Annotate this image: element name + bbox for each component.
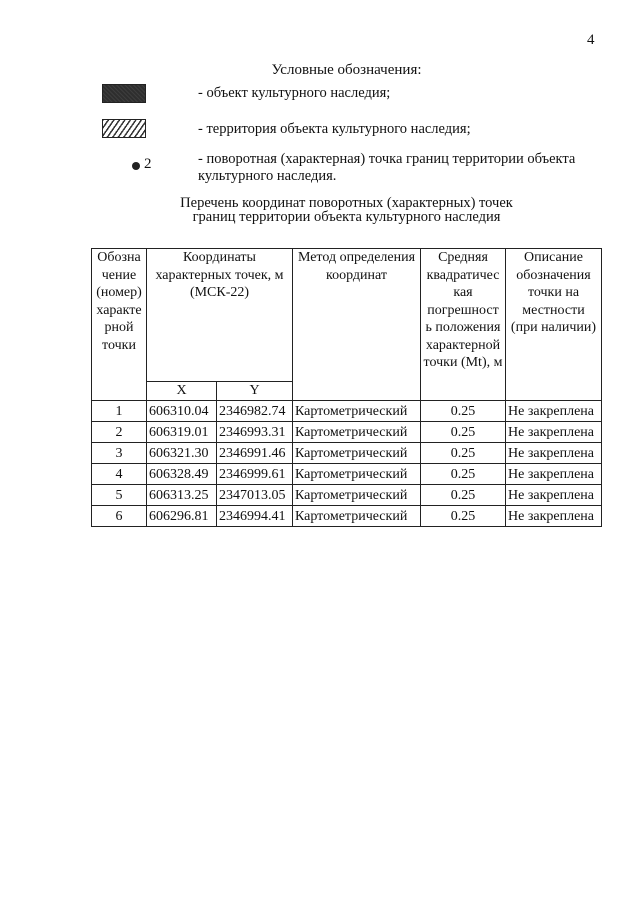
cell-point-number: 4 [92,464,147,485]
table-row [92,401,602,422]
legend-item-territory: - территория объекта культурного наследия; [198,121,471,137]
cell-method: Картометрический [293,506,421,527]
cell-description: Не закреплена [506,422,602,443]
cell-y: 2347013.05 [217,485,293,506]
table-row [92,422,602,443]
cell-point-number: 3 [92,443,147,464]
cell-y: 2346999.61 [217,464,293,485]
cell-y: 2346994.41 [217,506,293,527]
cell-y: 2346982.74 [217,401,293,422]
turning-point-dot-icon [132,162,140,170]
cultural-heritage-object-swatch [102,84,146,103]
cell-point-number: 2 [92,422,147,443]
legend-item-turning-point: - поворотная (характерная) точка границ территории объекта культурного наследия. [198,151,576,184]
cell-accuracy: 0.25 [421,485,506,506]
cell-accuracy: 0.25 [421,443,506,464]
cell-x: 606313.25 [147,485,217,506]
header-point: Обозна чение (номер) характе рной точки [92,249,147,401]
coordinates-list-title-line-1: Перечень координат поворотных (характерных) точек [180,195,513,211]
cell-method: Картометрический [293,464,421,485]
cell-accuracy: 0.25 [421,422,506,443]
cell-method: Картометрический [293,443,421,464]
cell-description: Не закреплена [506,464,602,485]
cell-point-number: 5 [92,485,147,506]
turning-point-marker-number: 2 [144,156,152,172]
cell-description: Не закреплена [506,401,602,422]
cell-method: Картометрический [293,485,421,506]
header-y: Y [217,382,293,401]
header-description: Описание обозначения точки на местности (при наличии) [506,249,602,401]
header-x: X [147,382,217,401]
cell-point-number: 1 [92,401,147,422]
coordinates-table [91,248,602,527]
table-row [92,443,602,464]
cell-description: Не закреплена [506,506,602,527]
table-row [92,506,602,527]
header-method: Метод определения координат [293,249,421,401]
table-row [92,464,602,485]
cell-method: Картометрический [293,401,421,422]
cell-accuracy: 0.25 [421,401,506,422]
cell-y: 2346991.46 [217,443,293,464]
cell-method: Картометрический [293,422,421,443]
legend-title: Условные обозначения: [271,62,422,78]
header-coordinates: Координаты характерных точек, м (МСК-22) [147,249,293,382]
cell-y: 2346993.31 [217,422,293,443]
cell-x: 606310.04 [147,401,217,422]
cell-x: 606321.30 [147,443,217,464]
page-number: 4 [587,32,595,48]
legend-item-object: - объект культурного наследия; [198,85,391,101]
cell-x: 606328.49 [147,464,217,485]
cell-description: Не закреплена [506,485,602,506]
cell-point-number: 6 [92,506,147,527]
table-row [92,485,602,506]
cell-x: 606319.01 [147,422,217,443]
coordinates-list-title-line-2: границ территории объекта культурного наследия [192,209,501,225]
cell-accuracy: 0.25 [421,506,506,527]
cell-description: Не закреплена [506,443,602,464]
heritage-territory-hatch-swatch [102,119,146,138]
cell-accuracy: 0.25 [421,464,506,485]
coordinates-list-title [0,196,640,224]
cell-x: 606296.81 [147,506,217,527]
header-accuracy: Средняя квадратичес кая погрешност ь положения характерной точки (Mt), м [421,249,506,401]
